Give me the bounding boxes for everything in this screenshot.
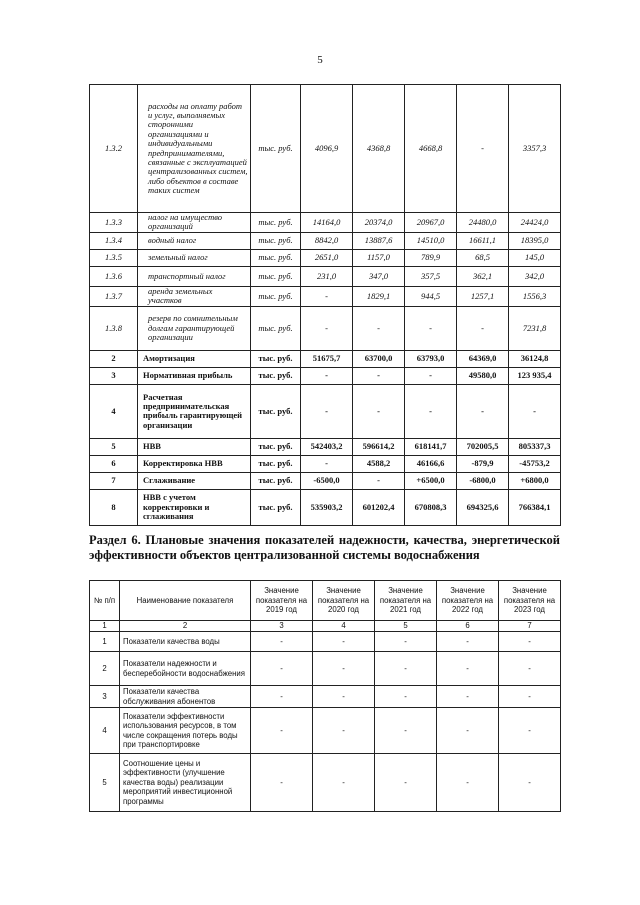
row-unit: тыс. руб. [251, 455, 301, 472]
value-cell: - [375, 686, 437, 708]
column-header-2019: Значение показателя на 2019 год [251, 581, 313, 621]
value-cell: 362,1 [457, 266, 509, 286]
value-cell: - [313, 754, 375, 812]
row-unit: тыс. руб. [251, 266, 301, 286]
row-unit: тыс. руб. [251, 438, 301, 455]
value-cell: 20374,0 [353, 213, 405, 233]
row-name: Корректировка НВВ [138, 455, 251, 472]
value-cell: - [313, 652, 375, 686]
value-cell: 4588,2 [353, 455, 405, 472]
value-cell: 4668,8 [405, 85, 457, 213]
row-name: транспортный налог [138, 266, 251, 286]
row-number: 1.3.6 [90, 266, 138, 286]
row-number: 1 [90, 632, 120, 652]
value-cell: 805337,3 [509, 438, 561, 455]
row-unit: тыс. руб. [251, 286, 301, 306]
value-cell: 231,0 [301, 266, 353, 286]
row-name: Расчетная предпринимательская прибыль гарантирующей организации [138, 384, 251, 438]
row-name: Нормативная прибыль [138, 367, 251, 384]
row-name: Показатели эффективности использования ресурсов, в том числе сокращения потерь воды при транспортировке [120, 708, 251, 754]
table-row [90, 384, 561, 438]
row-name: Сглаживание [138, 472, 251, 489]
value-cell: 16611,1 [457, 232, 509, 249]
value-cell: 63700,0 [353, 350, 405, 367]
value-cell: 64369,0 [457, 350, 509, 367]
value-cell: 20967,0 [405, 213, 457, 233]
value-cell: - [313, 632, 375, 652]
value-cell: - [301, 384, 353, 438]
value-cell: - [251, 754, 313, 812]
value-cell: - [499, 686, 561, 708]
value-cell: - [375, 632, 437, 652]
value-cell: - [375, 708, 437, 754]
page-number: 5 [317, 54, 323, 66]
value-cell: - [437, 754, 499, 812]
value-cell: 18395,0 [509, 232, 561, 249]
table-row [90, 652, 561, 686]
value-cell: 702005,5 [457, 438, 509, 455]
value-cell: 347,0 [353, 266, 405, 286]
value-cell: 1257,1 [457, 286, 509, 306]
value-cell: - [375, 754, 437, 812]
value-cell: - [437, 652, 499, 686]
value-cell: 145,0 [509, 249, 561, 266]
value-cell: 68,5 [457, 249, 509, 266]
column-header-2020: Значение показателя на 2020 год [313, 581, 375, 621]
row-number: 3 [90, 686, 120, 708]
row-unit: тыс. руб. [251, 350, 301, 367]
row-number: 7 [90, 472, 138, 489]
value-cell: 596614,2 [353, 438, 405, 455]
value-cell: - [405, 384, 457, 438]
row-name: водный налог [138, 232, 251, 249]
row-number: 1.3.2 [90, 85, 138, 213]
value-cell: - [251, 708, 313, 754]
row-number: 3 [90, 367, 138, 384]
table-row [90, 266, 561, 286]
row-name: расходы на оплату работ и услуг, выполняемых сторонними организациями и индивидуальными предпринимателями, связанные с эксплуатацией централизованных систем, либо объектов в составе таких систем [138, 85, 251, 213]
row-name: Показатели качества воды [120, 632, 251, 652]
value-cell: - [301, 306, 353, 350]
column-header-2021: Значение показателя на 2021 год [375, 581, 437, 621]
value-cell: - [251, 652, 313, 686]
value-cell: 63793,0 [405, 350, 457, 367]
row-number: 8 [90, 489, 138, 525]
row-name: НВВ с учетом корректировки и сглаживания [138, 489, 251, 525]
value-cell: - [353, 306, 405, 350]
value-cell: - [509, 384, 561, 438]
row-number: 1.3.5 [90, 249, 138, 266]
row-number: 4 [90, 708, 120, 754]
value-cell: +6500,0 [405, 472, 457, 489]
row-name: Показатели надежности и бесперебойности водоснабжения [120, 652, 251, 686]
row-number: 5 [90, 438, 138, 455]
column-number: 1 [90, 621, 120, 632]
value-cell: - [499, 652, 561, 686]
table-row [90, 350, 561, 367]
value-cell: - [499, 754, 561, 812]
value-cell: 24424,0 [509, 213, 561, 233]
value-cell: - [353, 367, 405, 384]
row-unit: тыс. руб. [251, 472, 301, 489]
value-cell: -6800,0 [457, 472, 509, 489]
row-number: 2 [90, 350, 138, 367]
column-number: 2 [120, 621, 251, 632]
table-row [90, 232, 561, 249]
column-header-2023: Значение показателя на 2023 год [499, 581, 561, 621]
table-header-row [90, 581, 561, 621]
value-cell: - [457, 85, 509, 213]
value-cell: 357,5 [405, 266, 457, 286]
value-cell: -45753,2 [509, 455, 561, 472]
column-header-2022: Значение показателя на 2022 год [437, 581, 499, 621]
value-cell: 535903,2 [301, 489, 353, 525]
table-row [90, 85, 561, 213]
value-cell: 8842,0 [301, 232, 353, 249]
value-cell: - [457, 306, 509, 350]
value-cell: 3357,3 [509, 85, 561, 213]
indicators-table [89, 580, 561, 812]
row-number: 4 [90, 384, 138, 438]
column-number: 5 [375, 621, 437, 632]
value-cell: - [499, 632, 561, 652]
row-name: земельный налог [138, 249, 251, 266]
column-number-row [90, 621, 561, 632]
table-row [90, 306, 561, 350]
value-cell: - [499, 708, 561, 754]
row-unit: тыс. руб. [251, 232, 301, 249]
column-number: 4 [313, 621, 375, 632]
table-row [90, 438, 561, 455]
value-cell: 766384,1 [509, 489, 561, 525]
expenses-table [89, 84, 561, 526]
value-cell: 789,9 [405, 249, 457, 266]
row-name: резерв по сомнительным долгам гарантирующей организации [138, 306, 251, 350]
column-number: 7 [499, 621, 561, 632]
row-unit: тыс. руб. [251, 384, 301, 438]
value-cell: - [301, 455, 353, 472]
row-unit: тыс. руб. [251, 489, 301, 525]
row-name: Показатели качества обслуживания абонентов [120, 686, 251, 708]
value-cell: 601202,4 [353, 489, 405, 525]
value-cell: -6500,0 [301, 472, 353, 489]
value-cell: - [313, 708, 375, 754]
table-row [90, 708, 561, 754]
row-name: Соотношение цены и эффективности (улучшение качества воды) реализации мероприятий инвестиционной программы [120, 754, 251, 812]
table-row [90, 213, 561, 233]
column-number: 3 [251, 621, 313, 632]
value-cell: - [353, 384, 405, 438]
table-row [90, 489, 561, 525]
value-cell: 24480,0 [457, 213, 509, 233]
value-cell: 4096,9 [301, 85, 353, 213]
value-cell: 7231,8 [509, 306, 561, 350]
value-cell: - [301, 286, 353, 306]
row-name: налог на имущество организаций [138, 213, 251, 233]
table-row [90, 632, 561, 652]
value-cell: - [313, 686, 375, 708]
row-name: Амортизация [138, 350, 251, 367]
value-cell: +6800,0 [509, 472, 561, 489]
value-cell: - [405, 306, 457, 350]
column-number: 6 [437, 621, 499, 632]
value-cell: 13887,6 [353, 232, 405, 249]
value-cell: 342,0 [509, 266, 561, 286]
value-cell: - [353, 472, 405, 489]
value-cell: - [437, 632, 499, 652]
table-row [90, 455, 561, 472]
value-cell: - [251, 686, 313, 708]
value-cell: - [375, 652, 437, 686]
value-cell: 2651,0 [301, 249, 353, 266]
table-row [90, 249, 561, 266]
value-cell: 51675,7 [301, 350, 353, 367]
value-cell: -879,9 [457, 455, 509, 472]
value-cell: 14510,0 [405, 232, 457, 249]
row-unit: тыс. руб. [251, 249, 301, 266]
row-unit: тыс. руб. [251, 85, 301, 213]
row-number: 1.3.4 [90, 232, 138, 249]
table-row [90, 754, 561, 812]
value-cell: 1556,3 [509, 286, 561, 306]
value-cell: 46166,6 [405, 455, 457, 472]
section-6-title: Раздел 6. Плановые значения показателей надежности, качества, энергетической эффективности объектов централизованной системы водоснабжения [89, 533, 560, 562]
row-number: 1.3.3 [90, 213, 138, 233]
value-cell: 4368,8 [353, 85, 405, 213]
value-cell: 1157,0 [353, 249, 405, 266]
value-cell: 694325,6 [457, 489, 509, 525]
value-cell: 49580,0 [457, 367, 509, 384]
row-number: 6 [90, 455, 138, 472]
row-number: 2 [90, 652, 120, 686]
column-header-name: Наименование показателя [120, 581, 251, 621]
value-cell: 1829,1 [353, 286, 405, 306]
value-cell: 14164,0 [301, 213, 353, 233]
value-cell: - [457, 384, 509, 438]
value-cell: - [301, 367, 353, 384]
value-cell: 618141,7 [405, 438, 457, 455]
row-number: 1.3.8 [90, 306, 138, 350]
table-row [90, 686, 561, 708]
value-cell: 123 935,4 [509, 367, 561, 384]
table-row [90, 472, 561, 489]
value-cell: - [405, 367, 457, 384]
column-header-number: № п/п [90, 581, 120, 621]
row-unit: тыс. руб. [251, 306, 301, 350]
table-row [90, 286, 561, 306]
row-unit: тыс. руб. [251, 367, 301, 384]
table-row [90, 367, 561, 384]
value-cell: - [437, 686, 499, 708]
row-number: 5 [90, 754, 120, 812]
row-number: 1.3.7 [90, 286, 138, 306]
row-name: НВВ [138, 438, 251, 455]
row-unit: тыс. руб. [251, 213, 301, 233]
value-cell: 944,5 [405, 286, 457, 306]
row-name: аренда земельных участков [138, 286, 251, 306]
value-cell: - [437, 708, 499, 754]
value-cell: - [251, 632, 313, 652]
value-cell: 542403,2 [301, 438, 353, 455]
value-cell: 36124,8 [509, 350, 561, 367]
value-cell: 670808,3 [405, 489, 457, 525]
